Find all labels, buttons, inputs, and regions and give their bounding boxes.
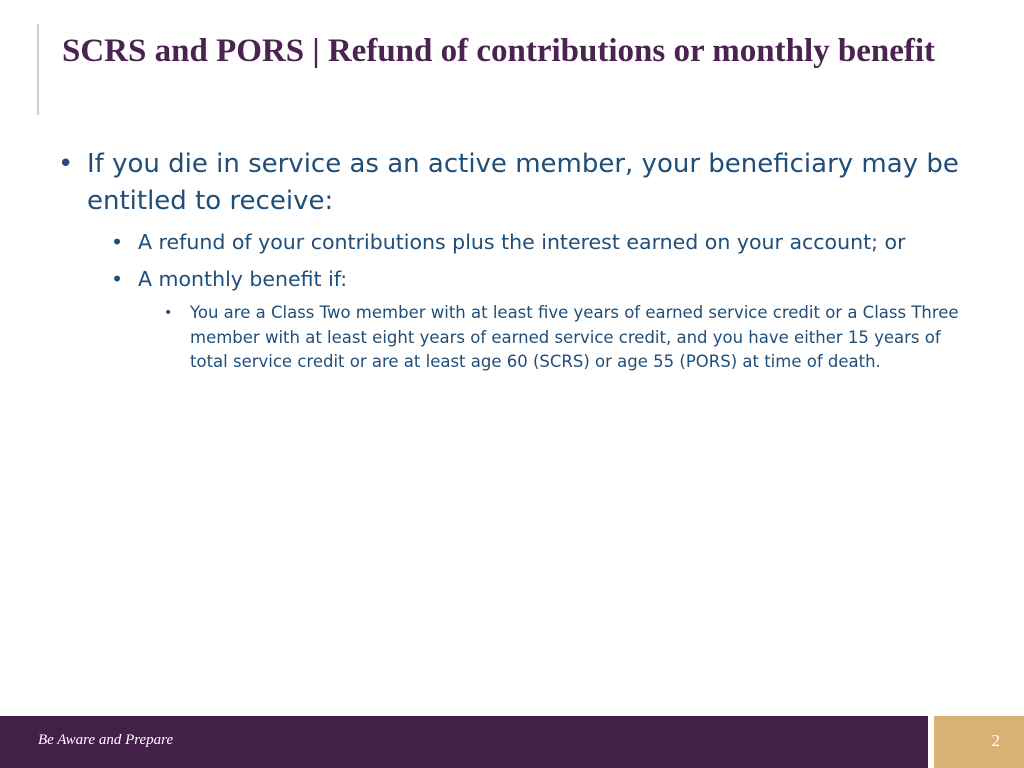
bullet-text: A refund of your contributions plus the interest earned on your account; or <box>138 230 906 254</box>
bullet-icon: • <box>164 305 173 321</box>
bullet-level-3 <box>58 301 978 375</box>
bullet-icon: • <box>58 149 74 179</box>
bullet-level-2 <box>58 264 978 294</box>
title-divider <box>37 24 39 115</box>
bullet-text: A monthly benefit if: <box>138 267 348 291</box>
bullet-level-2 <box>58 227 978 257</box>
bullet-text: You are a Class Two member with at least five years of earned service credit or a Class Three member with at least eight years of earned service credit, and you have either 15 years of total service credit or are at least age 60 (SCRS) or age 55 (PORS) at time of death. <box>190 303 959 371</box>
page-number: 2 <box>991 731 1000 750</box>
bullet-icon: • <box>111 230 124 254</box>
footer-tagline: Be Aware and Prepare <box>38 732 174 748</box>
slide-body <box>58 146 978 375</box>
bullet-icon: • <box>111 267 124 291</box>
slide-title: SCRS and PORS | Refund of contributions or monthly benefit <box>62 33 936 69</box>
bullet-text: If you die in service as an active member, your beneficiary may be entitled to receive: <box>87 149 959 216</box>
bullet-level-1 <box>58 146 978 220</box>
